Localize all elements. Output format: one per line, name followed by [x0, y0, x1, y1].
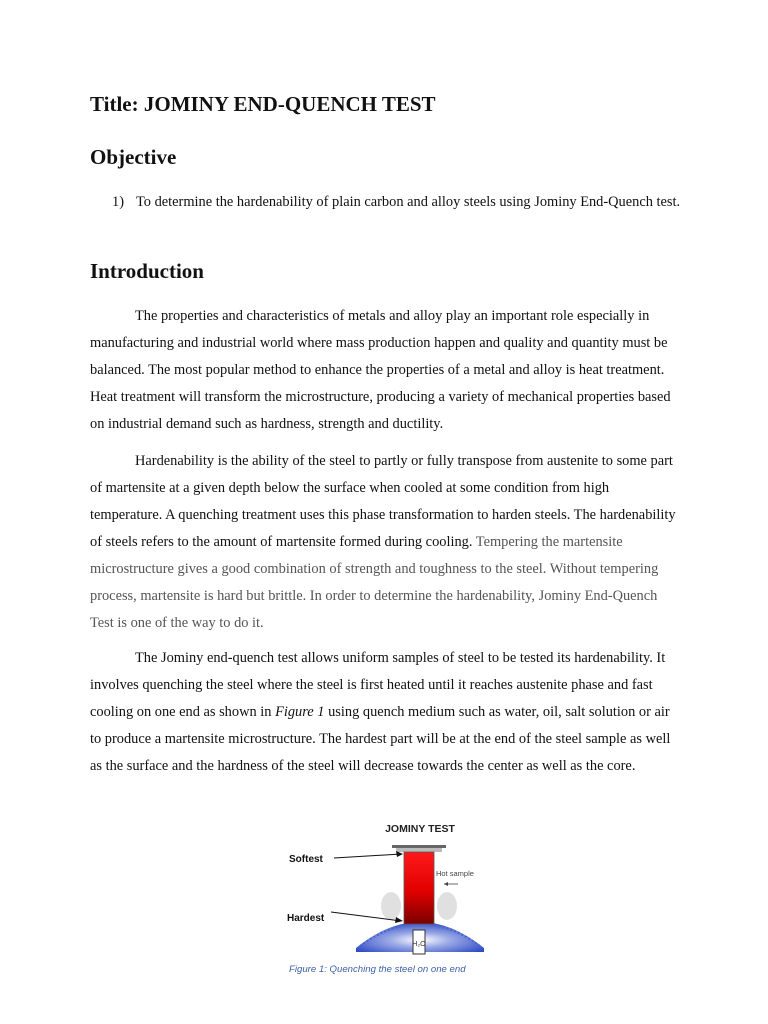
fixture-plate: [392, 845, 446, 848]
paragraph-2-tempering-text: Tempering the martensite microstructure gives a good combination of strength and toughness to the steel. Without tempering process, martensite is hard but brittle. In order to determine the hardenability, Jominy End-Quench Test is one of the way to do it.: [90, 534, 659, 631]
hot-sample-bar: [404, 852, 434, 924]
intro-paragraph-1: The properties and characteristics of metals and alloy play an important role especially in manufacturing and industrial world where mass production happen and quality and quantity must be balanced. The most popular method to enhance the properties of a metal and alloy is heat treatment. Heat treatment will transform the microstructure, producing a variety of mechanical properties based on industrial demand such as hardness, strength and ductility.: [90, 308, 671, 432]
hot-sample-arrowhead: [444, 882, 448, 886]
objective-item-number: 1): [112, 194, 124, 210]
jominy-diagram: [280, 818, 490, 958]
softest-arrow: [334, 854, 401, 858]
document-title: Title: JOMINY END-QUENCH TEST: [90, 92, 436, 116]
figure-title: JOMINY TEST: [385, 823, 455, 835]
spray-mist-left: [381, 892, 401, 920]
figure-caption: Figure 1: Quenching the steel on one end: [289, 964, 466, 975]
fixture-collar: [396, 848, 442, 852]
hot-sample-label: Hot sample: [436, 869, 474, 878]
spray-mist-right: [437, 892, 457, 920]
intro-paragraph-3: [90, 645, 684, 780]
paragraph-2-text: Hardenability is the ability of the steel to partly or fully transpose from austenite to some part of martensite at a given depth below the surface when cooled at some condition from high temperature. A quenching treatment uses this phase transformation to harden steels. The hardenability of steels refers to the amount of martensite formed during cooling.: [90, 453, 676, 550]
softest-label: Softest: [289, 854, 323, 865]
paragraph-3-text-end: using quench medium such as water, oil, salt solution or air to produce a martensite microstructure. The hardest part will be at the end of the steel sample as well as the surface and the hardness of the steel will decrease towards the center as well as the core.: [90, 704, 671, 774]
introduction-heading: Introduction: [90, 259, 204, 283]
water-label: H₂O: [412, 941, 426, 948]
objective-list-item: [112, 189, 682, 216]
intro-paragraph-2: [90, 448, 684, 637]
figure-reference: Figure 1: [275, 704, 325, 720]
paragraph-3-text-start: The Jominy end-quench test allows uniform samples of steel to be tested its hardenability. It involves quenching the steel where the steel is first heated until it reaches austenite phase and fast cooling on one end as shown in: [90, 650, 666, 720]
objective-item-text: To determine the hardenability of plain carbon and alloy steels using Jominy End-Quench test.: [136, 194, 681, 210]
hardest-arrowhead: [395, 917, 403, 923]
hardest-label: Hardest: [287, 913, 325, 924]
jominy-test-figure: [280, 818, 490, 958]
objective-heading: Objective: [90, 145, 177, 169]
